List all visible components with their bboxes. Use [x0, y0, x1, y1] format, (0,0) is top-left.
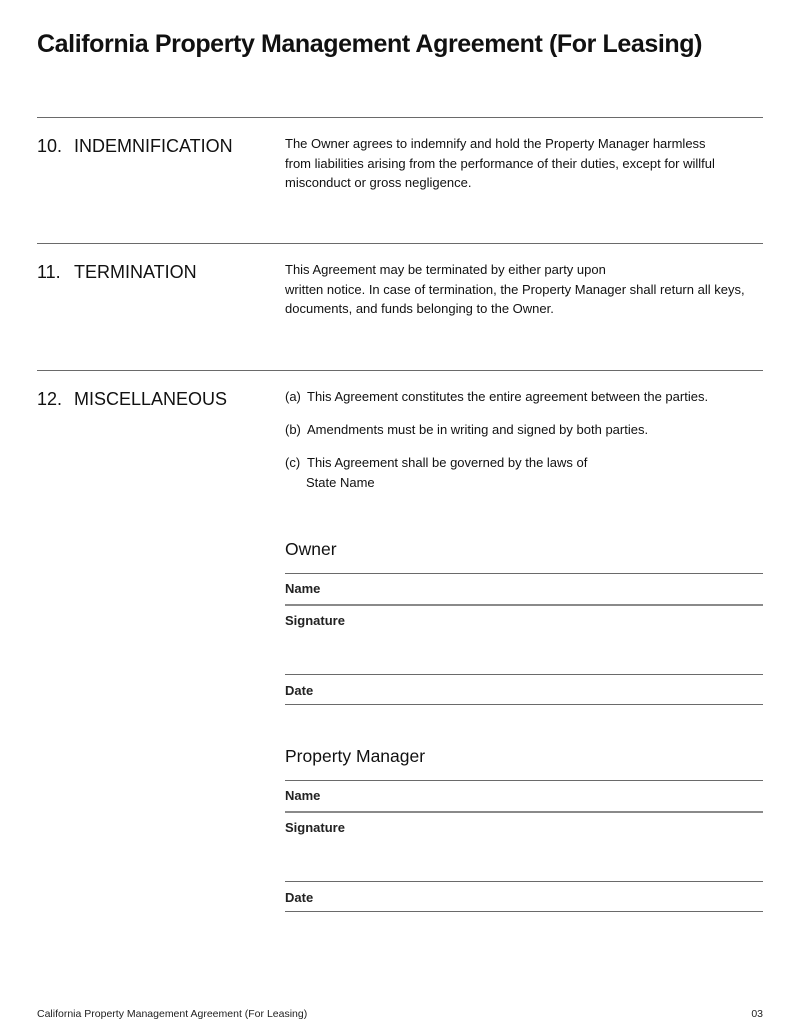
divider [37, 243, 763, 244]
page-number: 03 [751, 1008, 763, 1020]
field-line [285, 881, 763, 882]
owner-name-field[interactable]: Name [285, 581, 321, 596]
item-text: Amendments must be in writing and signed by both parties. [307, 422, 649, 437]
body-line: documents, and funds belonging to the Owner. [285, 301, 554, 316]
item-text: This Agreement shall be governed by the laws of [307, 455, 588, 470]
manager-date-field[interactable]: Date [285, 890, 314, 905]
owner-date-field[interactable]: Date [285, 683, 314, 698]
divider [37, 370, 763, 371]
section-body [285, 260, 765, 319]
field-line [285, 573, 763, 574]
state-name-field[interactable]: State Name [306, 474, 375, 490]
field-line [285, 674, 763, 675]
section-heading: TERMINATION [74, 262, 197, 282]
party-heading: Property Manager [285, 746, 426, 766]
section-heading: INDEMNIFICATION [74, 136, 233, 156]
owner-signature-field[interactable]: Signature [285, 613, 345, 628]
body-line: misconduct or gross negligence. [285, 175, 472, 190]
divider [37, 117, 763, 118]
list-item [285, 453, 587, 492]
party-heading: Owner [285, 539, 337, 559]
section-heading: MISCELLANEOUS [74, 389, 228, 409]
field-line [285, 811, 763, 813]
field-line [285, 604, 763, 606]
list-item [285, 387, 708, 407]
page-title: California Property Management Agreement (For Leasing) [37, 30, 703, 58]
manager-name-field[interactable]: Name [285, 788, 321, 803]
field-line [285, 780, 763, 781]
item-text: This Agreement constitutes the entire agreement between the parties. [307, 389, 709, 404]
field-line [285, 911, 763, 912]
body-line: The Owner agrees to indemnify and hold the Property Manager harmless [285, 136, 706, 151]
section-number: 11. [37, 262, 61, 282]
body-line: This Agreement may be terminated by either party upon [285, 262, 606, 277]
item-label: (b) [285, 422, 301, 437]
body-line: from liabilities arising from the performance of their duties, except for willful [285, 155, 715, 171]
body-line: written notice. In case of termination, the Property Manager shall return all keys, [285, 281, 745, 297]
field-line [285, 704, 763, 705]
item-label: (c) [285, 455, 301, 470]
section-number: 10. [37, 136, 63, 156]
manager-signature-field[interactable]: Signature [285, 820, 345, 835]
section-number: 12. [37, 389, 63, 409]
item-label: (a) [285, 389, 301, 404]
footer-title: California Property Management Agreement (For Leasing) [37, 1008, 308, 1020]
list-item [285, 420, 648, 440]
section-body [285, 134, 765, 193]
